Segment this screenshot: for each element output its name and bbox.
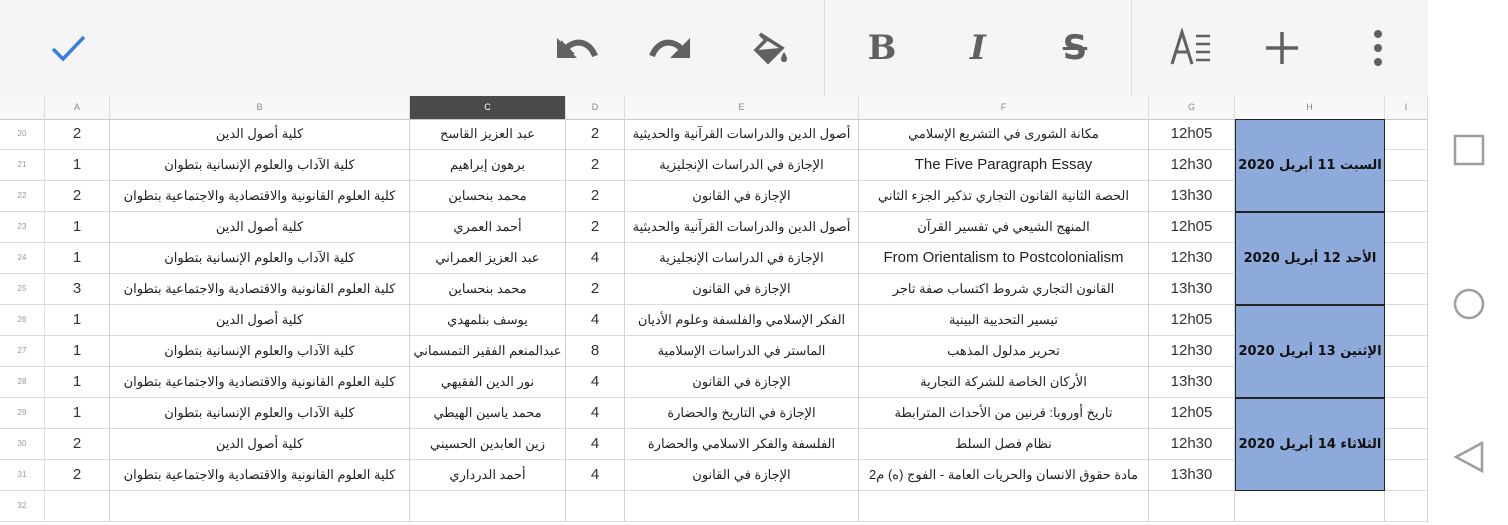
cell-g[interactable]: 13h30 xyxy=(1149,274,1235,305)
cell-d[interactable]: 8 xyxy=(566,336,625,367)
row-number[interactable]: 31 xyxy=(0,460,45,491)
cell-g[interactable]: 12h30 xyxy=(1149,336,1235,367)
cell-f[interactable]: الحصة الثانية القانون التجاري تذكير الجزء الثاني xyxy=(859,181,1149,212)
cell-e[interactable] xyxy=(625,491,859,522)
cell-d[interactable]: 4 xyxy=(566,367,625,398)
cell-b[interactable]: كلية أصول الدين xyxy=(110,119,410,150)
cell-e[interactable]: الإجازة في القانون xyxy=(625,274,859,305)
cell-e[interactable]: الإجازة في التاريخ والحضارة xyxy=(625,398,859,429)
column-header-d[interactable]: D xyxy=(566,96,625,119)
table-row xyxy=(0,429,1428,460)
text-format-icon[interactable] xyxy=(1160,18,1220,78)
date-merged-cell[interactable]: الأحد 12 أبريل 2020 xyxy=(1235,212,1385,305)
cell-c[interactable]: عبد العزيز العمراني xyxy=(410,243,566,274)
cell-a[interactable]: 1 xyxy=(45,336,110,367)
cell-b[interactable]: كلية العلوم القانونية والاقتصادية والاجتماعية بتطوان xyxy=(110,367,410,398)
row-number[interactable]: 24 xyxy=(0,243,45,274)
cell-d[interactable]: 2 xyxy=(566,150,625,181)
cell-f[interactable]: نظام فصل السلط xyxy=(859,429,1149,460)
cell-c[interactable]: برهون إبراهيم xyxy=(410,150,566,181)
cell-c[interactable]: عبدالمنعم الفقير التمسماني xyxy=(410,336,566,367)
cell-a[interactable]: 1 xyxy=(45,367,110,398)
cell-g[interactable]: 12h30 xyxy=(1149,429,1235,460)
row-number[interactable]: 23 xyxy=(0,212,45,243)
cell-e[interactable]: الماستر في الدراسات الإسلامية xyxy=(625,336,859,367)
cell-a[interactable]: 1 xyxy=(45,243,110,274)
table-row xyxy=(0,274,1428,305)
cell-d[interactable]: 4 xyxy=(566,429,625,460)
cell-g[interactable]: 13h30 xyxy=(1149,181,1235,212)
table-row xyxy=(0,119,1428,150)
cell-e[interactable]: أصول الدين والدراسات القرآنية والحديثية xyxy=(625,212,859,243)
circle-icon[interactable] xyxy=(1452,287,1486,321)
cell-i[interactable] xyxy=(1385,429,1428,460)
cell-f[interactable]: The Five Paragraph Essay xyxy=(859,150,1149,181)
row-number[interactable]: 30 xyxy=(0,429,45,460)
column-header-e[interactable]: E xyxy=(625,96,859,119)
strikethrough-button[interactable]: S xyxy=(1062,28,1088,68)
cell-f[interactable]: الأركان الخاصة للشركة التجارية xyxy=(859,367,1149,398)
cell-b[interactable]: كلية أصول الدين xyxy=(110,429,410,460)
system-navbar xyxy=(1428,0,1508,525)
cell-c[interactable]: نور الدين الفقيهي xyxy=(410,367,566,398)
table-row xyxy=(0,460,1428,491)
cell-b[interactable]: كلية العلوم القانونية والاقتصادية والاجتماعية بتطوان xyxy=(110,181,410,212)
cell-e[interactable]: الإجازة في القانون xyxy=(625,181,859,212)
cell-e[interactable]: الإجازة في القانون xyxy=(625,460,859,491)
cell-g[interactable]: 12h05 xyxy=(1149,398,1235,429)
cell-i[interactable] xyxy=(1385,150,1428,181)
fill-color-icon[interactable] xyxy=(740,18,800,78)
column-headers xyxy=(0,96,1428,120)
cell-d[interactable]: 2 xyxy=(566,212,625,243)
cell-i[interactable] xyxy=(1385,367,1428,398)
table-row xyxy=(0,336,1428,367)
cell-g[interactable] xyxy=(1149,491,1235,522)
table-row xyxy=(0,150,1428,181)
cell-b[interactable]: كلية الآداب والعلوم الإنسانية بتطوان xyxy=(110,243,410,274)
cell-f[interactable]: تحرير مدلول المذهب xyxy=(859,336,1149,367)
cell-i[interactable] xyxy=(1385,398,1428,429)
row-number[interactable]: 29 xyxy=(0,398,45,429)
cell-b[interactable]: كلية العلوم القانونية والاقتصادية والاجتماعية بتطوان xyxy=(110,460,410,491)
cell-a[interactable]: 3 xyxy=(45,274,110,305)
cell-a[interactable]: 2 xyxy=(45,119,110,150)
date-merged-cell[interactable]: الإثنين 13 أبريل 2020 xyxy=(1235,305,1385,398)
row-number[interactable]: 28 xyxy=(0,367,45,398)
cell-i[interactable] xyxy=(1385,274,1428,305)
column-header-h[interactable]: H xyxy=(1235,96,1385,119)
column-header-i[interactable]: I xyxy=(1385,96,1428,119)
cell-d[interactable] xyxy=(566,491,625,522)
table-row xyxy=(0,212,1428,243)
cell-a[interactable]: 2 xyxy=(45,181,110,212)
cell-g[interactable]: 12h05 xyxy=(1149,119,1235,150)
cell-d[interactable]: 2 xyxy=(566,274,625,305)
cell-c[interactable]: زين العابدين الحسيني xyxy=(410,429,566,460)
date-merged-cell[interactable]: السبت 11 أبريل 2020 xyxy=(1235,119,1385,212)
cell-d[interactable]: 4 xyxy=(566,243,625,274)
table-row xyxy=(0,243,1428,274)
format-toolbar xyxy=(0,0,1428,97)
row-number[interactable]: 32 xyxy=(0,491,45,522)
column-header-c[interactable]: C xyxy=(410,96,566,119)
cell-i[interactable] xyxy=(1385,491,1428,522)
undo-icon[interactable] xyxy=(545,18,605,78)
cell-b[interactable]: كلية الآداب والعلوم الإنسانية بتطوان xyxy=(110,398,410,429)
square-icon[interactable] xyxy=(1452,133,1486,167)
table-row xyxy=(0,367,1428,398)
column-header-b[interactable]: B xyxy=(110,96,410,119)
cell-a[interactable]: 1 xyxy=(45,150,110,181)
cell-i[interactable] xyxy=(1385,460,1428,491)
cell-e[interactable]: الإجازة في الدراسات الإنجليزية xyxy=(625,243,859,274)
row-number[interactable]: 27 xyxy=(0,336,45,367)
cell-c[interactable]: أحمد العمري xyxy=(410,212,566,243)
cell-e[interactable]: الفكر الإسلامي والفلسفة وعلوم الأديان xyxy=(625,305,859,336)
cell-i[interactable] xyxy=(1385,305,1428,336)
check-icon[interactable] xyxy=(38,18,98,78)
row-number[interactable]: 22 xyxy=(0,181,45,212)
table-row xyxy=(0,305,1428,336)
date-merged-cell[interactable]: الثلاثاء 14 أبريل 2020 xyxy=(1235,398,1385,491)
cell-g[interactable]: 13h30 xyxy=(1149,367,1235,398)
cell-f[interactable]: القانون التجاري شروط اكتساب صفة تاجر xyxy=(859,274,1149,305)
cell-g[interactable]: 12h05 xyxy=(1149,212,1235,243)
cell-i[interactable] xyxy=(1385,212,1428,243)
cell-b[interactable]: كلية أصول الدين xyxy=(110,212,410,243)
cell-g[interactable]: 13h30 xyxy=(1149,460,1235,491)
cell-g[interactable]: 12h30 xyxy=(1149,243,1235,274)
cell-f[interactable]: تيسير التحديية البينية xyxy=(859,305,1149,336)
cell-c[interactable]: أحمد الدرداري xyxy=(410,460,566,491)
table-row xyxy=(0,491,1428,522)
column-header-f[interactable]: F xyxy=(859,96,1149,119)
row-number[interactable]: 26 xyxy=(0,305,45,336)
cell-f[interactable]: From Orientalism to Postcolonialism xyxy=(859,243,1149,274)
cell-f[interactable] xyxy=(859,491,1149,522)
cell-e[interactable]: الإجازة في القانون xyxy=(625,367,859,398)
toolbar-separator xyxy=(1131,0,1132,96)
cell-e[interactable]: الإجازة في الدراسات الإنجليزية xyxy=(625,150,859,181)
cell-b[interactable]: كلية أصول الدين xyxy=(110,305,410,336)
bold-button[interactable]: B xyxy=(867,28,897,68)
cell-i[interactable] xyxy=(1385,119,1428,150)
cell-c[interactable]: عبد العزيز القاسح xyxy=(410,119,566,150)
cell-d[interactable]: 4 xyxy=(566,460,625,491)
cell-a[interactable]: 2 xyxy=(45,429,110,460)
cell-g[interactable]: 12h30 xyxy=(1149,150,1235,181)
cell-c[interactable]: محمد بنحساين xyxy=(410,274,566,305)
cell-b[interactable]: كلية الآداب والعلوم الإنسانية بتطوان xyxy=(110,336,410,367)
row-number[interactable]: 25 xyxy=(0,274,45,305)
column-header-a[interactable]: A xyxy=(45,96,110,119)
cell-c[interactable]: يوسف بنلمهدي xyxy=(410,305,566,336)
cell-f[interactable]: المنهج الشيعي في تفسير القرآن xyxy=(859,212,1149,243)
cell-c[interactable] xyxy=(410,491,566,522)
cell-f[interactable]: مادة حقوق الانسان والحريات العامة - الفوج (ه) م2 xyxy=(859,460,1149,491)
cell-i[interactable] xyxy=(1385,336,1428,367)
cell-g[interactable]: 12h05 xyxy=(1149,305,1235,336)
row-number[interactable]: 21 xyxy=(0,150,45,181)
cell-c[interactable]: محمد بنحساين xyxy=(410,181,566,212)
cell-d[interactable]: 2 xyxy=(566,119,625,150)
cell-e[interactable]: الفلسفة والفكر الاسلامي والحضارة xyxy=(625,429,859,460)
cell-d[interactable]: 4 xyxy=(566,398,625,429)
cell-a[interactable] xyxy=(45,491,110,522)
cell-d[interactable]: 4 xyxy=(566,305,625,336)
cell-e[interactable]: أصول الدين والدراسات القرآنية والحديثية xyxy=(625,119,859,150)
triangle-back-icon[interactable] xyxy=(1452,440,1486,474)
redo-icon[interactable] xyxy=(642,18,702,78)
table-row xyxy=(0,181,1428,212)
cell-i[interactable] xyxy=(1385,181,1428,212)
cell-a[interactable]: 1 xyxy=(45,212,110,243)
more-vert-icon[interactable] xyxy=(1348,18,1408,78)
cell-f[interactable]: تاريخ أوروبا: قرنين من الأحداث المترابطة xyxy=(859,398,1149,429)
select-all-corner[interactable] xyxy=(0,96,45,119)
table-row xyxy=(0,398,1428,429)
cell-a[interactable]: 1 xyxy=(45,398,110,429)
cell-a[interactable]: 1 xyxy=(45,305,110,336)
plus-icon[interactable] xyxy=(1252,18,1312,78)
column-header-g[interactable]: G xyxy=(1149,96,1235,119)
cell-i[interactable] xyxy=(1385,243,1428,274)
italic-button[interactable]: I xyxy=(970,28,986,68)
cell-d[interactable]: 2 xyxy=(566,181,625,212)
row-number[interactable]: 20 xyxy=(0,119,45,150)
cell-c[interactable]: محمد ياسين الهيطي xyxy=(410,398,566,429)
cell-b[interactable]: كلية الآداب والعلوم الإنسانية بتطوان xyxy=(110,150,410,181)
cell-h[interactable] xyxy=(1235,491,1385,522)
cell-b[interactable]: كلية العلوم القانونية والاقتصادية والاجتماعية بتطوان xyxy=(110,274,410,305)
toolbar-separator xyxy=(824,0,825,96)
cell-b[interactable] xyxy=(110,491,410,522)
cell-a[interactable]: 2 xyxy=(45,460,110,491)
cell-f[interactable]: مكانة الشورى في التشريع الإسلامي xyxy=(859,119,1149,150)
